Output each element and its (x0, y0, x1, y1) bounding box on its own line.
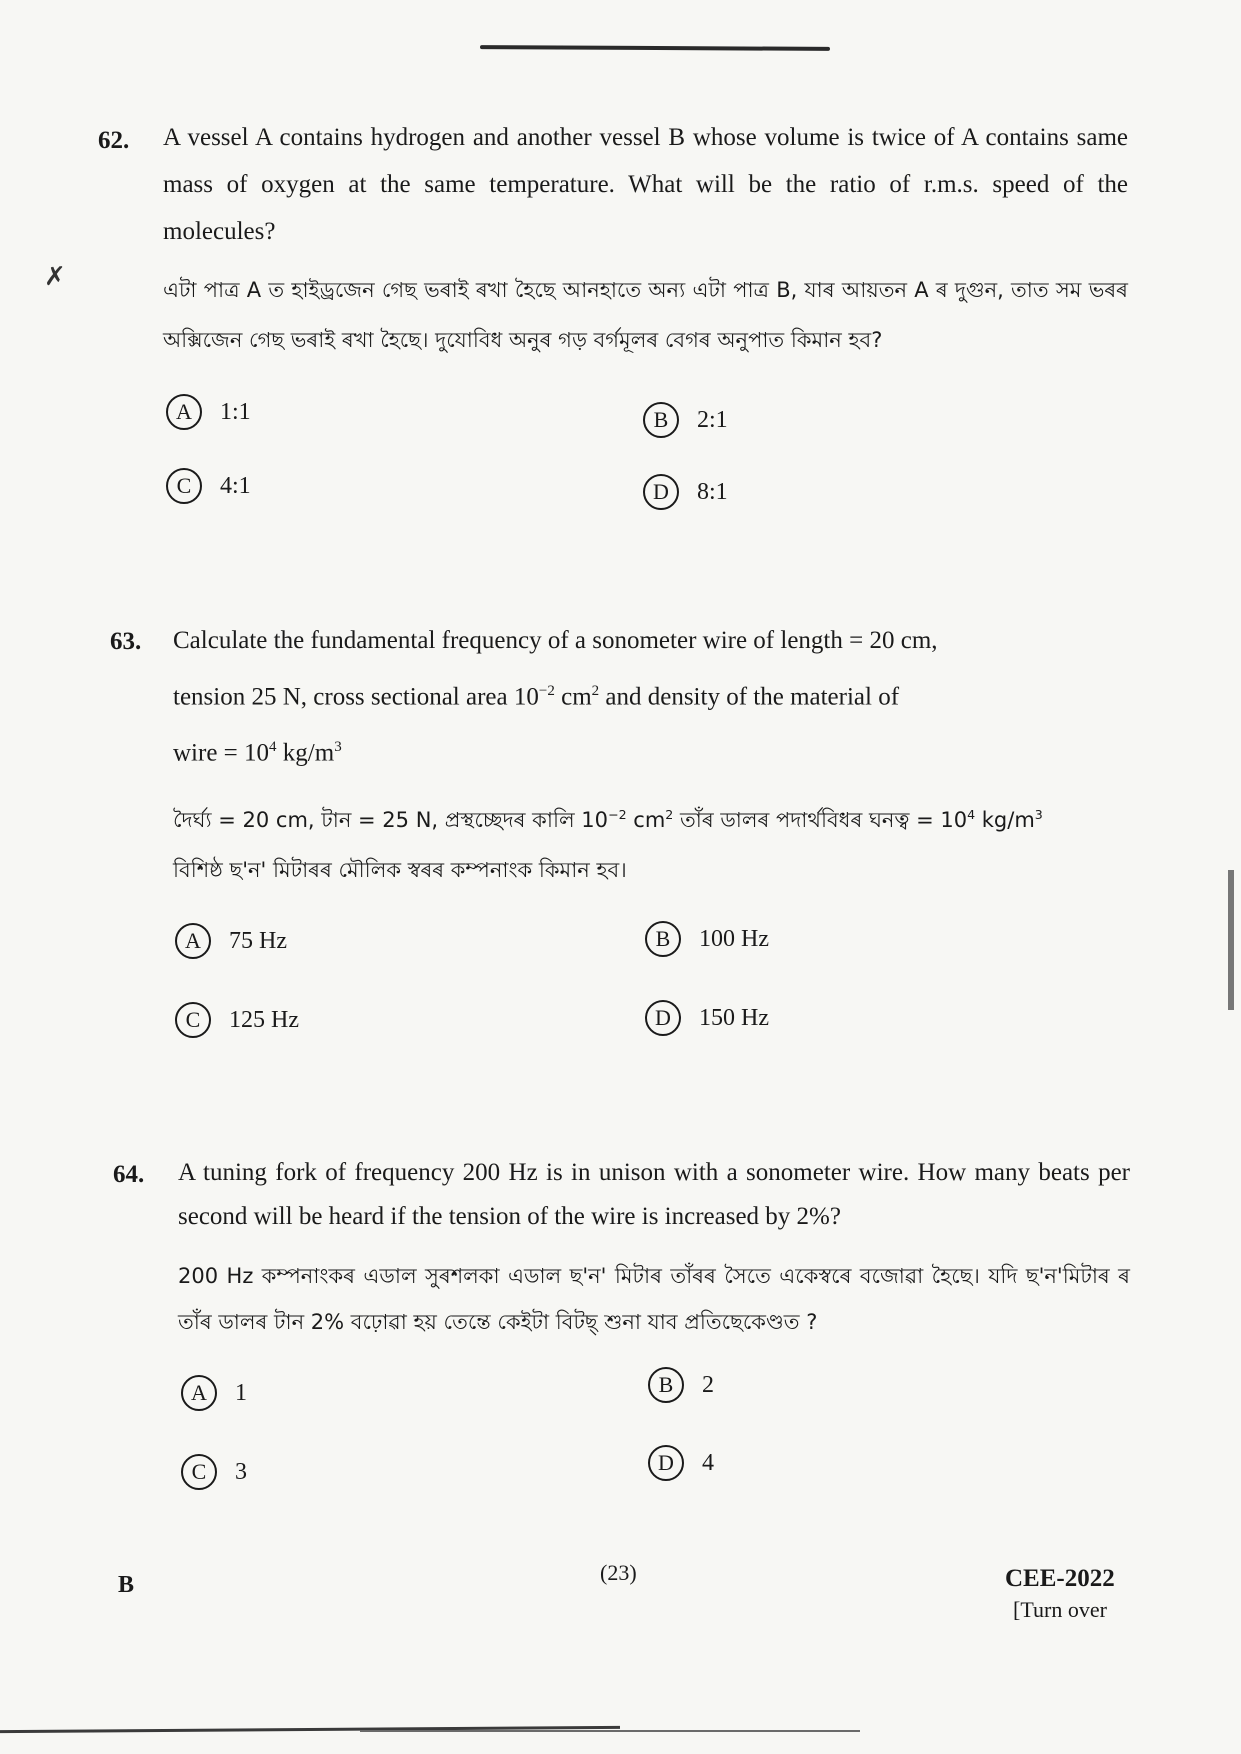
question-text-english: A vessel A contains hydrogen and another vessel B whose volume is twice of A contains same mass of oxygen at the same temperature. What will be the ratio of r.m.s. speed of the molecules? (163, 124, 1128, 245)
set-code: B (118, 1572, 135, 1598)
text-part: wire = 10 (173, 739, 270, 767)
option-letter: B (648, 1367, 684, 1403)
option-text: 2 (702, 1371, 714, 1398)
text-part: cm (626, 808, 666, 832)
question-line (173, 666, 1130, 722)
exponent: 2 (591, 683, 600, 699)
exam-code: CEE-2022 (1005, 1565, 1115, 1592)
option-text: 3 (235, 1458, 247, 1485)
question-line (173, 790, 1130, 845)
exponent: 3 (1034, 807, 1043, 822)
option-text: 150 Hz (699, 1004, 769, 1031)
question-line (173, 722, 1130, 778)
exponent: −2 (608, 807, 627, 822)
option-letter: D (648, 1445, 684, 1481)
exponent: 2 (665, 807, 674, 822)
option-letter: C (175, 1002, 211, 1038)
option-text: 8:1 (697, 478, 728, 505)
option-letter: C (181, 1454, 217, 1490)
option-text: 4:1 (220, 472, 251, 499)
option-letter: A (166, 394, 202, 430)
question-text-english (173, 616, 1130, 779)
option-letter: B (645, 921, 681, 957)
option-d[interactable] (645, 1000, 769, 1036)
option-text: 1:1 (220, 398, 251, 425)
option-a[interactable] (175, 923, 287, 959)
question-line: Calculate the fundamental frequency of a sonometer wire of length = 20 cm, (173, 627, 938, 654)
option-letter: A (181, 1375, 217, 1411)
option-letter: B (643, 402, 679, 438)
option-c[interactable] (175, 1002, 299, 1038)
option-b[interactable] (645, 921, 769, 957)
option-b[interactable] (648, 1367, 714, 1403)
exponent: 4 (967, 807, 976, 822)
option-letter: D (643, 474, 679, 510)
text-part: তাঁৰ ডালৰ পদাৰ্থবিধৰ ঘনত্ব = 10 (673, 808, 968, 832)
question-text-assamese (173, 790, 1130, 895)
option-a[interactable] (181, 1375, 247, 1411)
edge-mark (1228, 870, 1234, 1010)
option-text: 4 (702, 1449, 714, 1476)
margin-mark: ✗ (44, 262, 66, 291)
option-c[interactable] (166, 468, 251, 504)
option-letter: A (175, 923, 211, 959)
turn-over-note: [Turn over (1013, 1597, 1107, 1622)
text-part: kg/m (276, 739, 335, 767)
question-number: 63. (110, 628, 142, 655)
option-text: 1 (235, 1379, 247, 1406)
option-b[interactable] (643, 402, 728, 438)
page-number: (23) (600, 1560, 637, 1585)
question-text-english: A tuning fork of frequency 200 Hz is in unison with a sonometer wire. How many beats per second will be heard if the tension of the wire is increased by 2%? (178, 1159, 1130, 1230)
question-text-assamese: 200 Hz কম্পনাংকৰ এডাল সুৰশলকা এডাল ছ'ন' মিটাৰ তাঁৰৰ সৈতে একেস্বৰে বজোৱা হৈছে। যদি ছ'ন'মিটাৰ ৰ তাঁৰ ডালৰ টান 2% বঢ়োৱা হয় তেন্তে কেইটা বিটছ্ শুনা যাব প্ৰতিছেকেণ্ডত ? (178, 1264, 1130, 1334)
option-text: 2:1 (697, 406, 728, 433)
text-part: tension 25 N, cross sectional area 10 (173, 683, 539, 711)
text-part: দৈৰ্ঘ্য = 20 cm, টান = 25 N, প্ৰস্থচ্ছেদৰ কালি 10 (173, 808, 609, 832)
text-part: kg/m (975, 808, 1035, 832)
option-c[interactable] (181, 1454, 247, 1490)
exponent: 3 (334, 739, 342, 756)
option-text: 125 Hz (229, 1006, 299, 1033)
option-letter: D (645, 1000, 681, 1036)
option-a[interactable] (166, 394, 251, 430)
text-part: and density of the material of (599, 683, 900, 711)
exponent: −2 (538, 683, 555, 699)
option-text: 75 Hz (229, 927, 287, 954)
question-number: 62. (98, 127, 130, 154)
question-text-assamese: এটা পাত্ৰ A ত হাইড্ৰজেন গেছ ভৰাই ৰখা হৈছে আনহাতে অন্য এটা পাত্ৰ B, যাৰ আয়তন A ৰ দুগুন, তাত সম ভৰৰ অক্সিজেন গেছ ভৰাই ৰখা হৈছে। দুযোবিধ অনুৰ গড় বৰ্গমূলৰ বেগৰ অনুপাত কিমান হব? (163, 278, 1128, 352)
bottom-rule-2 (360, 1730, 860, 1732)
option-letter: C (166, 468, 202, 504)
top-rule (480, 45, 830, 51)
option-d[interactable] (643, 474, 728, 510)
option-text: 100 Hz (699, 925, 769, 952)
exponent: 4 (269, 739, 277, 756)
question-number: 64. (113, 1161, 145, 1188)
text-part: cm (554, 683, 592, 711)
question-line: বিশিষ্ঠ ছ'ন' মিটাৰৰ মৌলিক স্বৰৰ কম্পনাংক কিমান হব। (173, 858, 627, 882)
option-d[interactable] (648, 1445, 714, 1481)
